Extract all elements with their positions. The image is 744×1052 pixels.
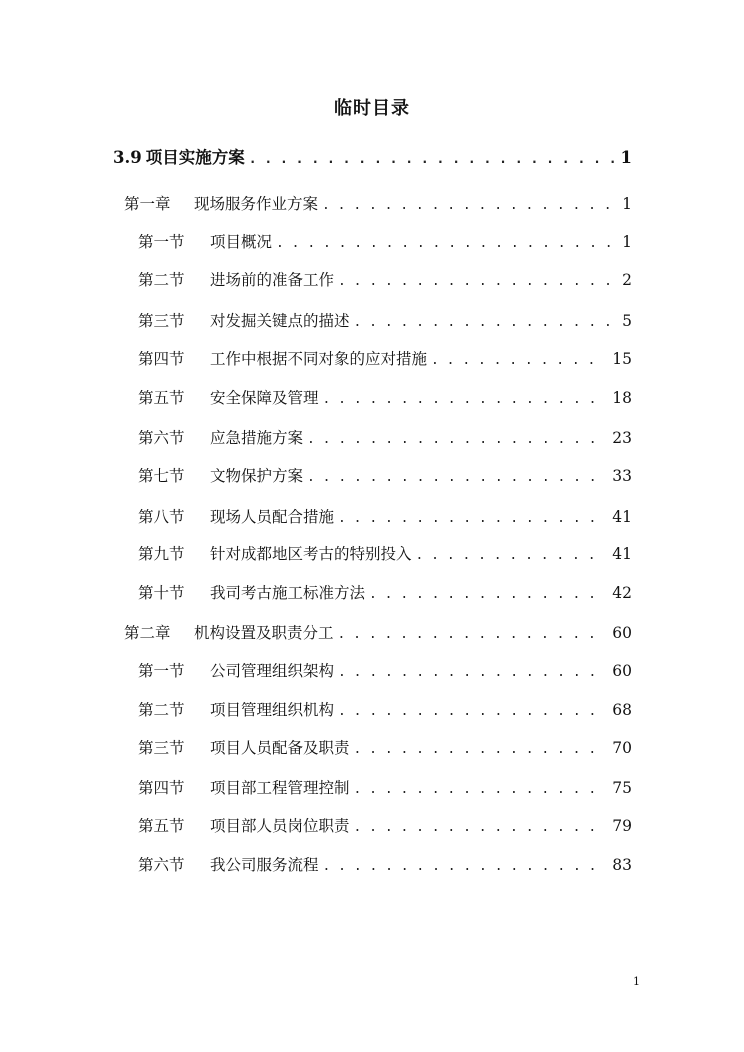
toc-entry[interactable] bbox=[138, 268, 632, 292]
toc-entry-number: 第九节 bbox=[138, 545, 185, 563]
dot-leader bbox=[354, 778, 607, 802]
toc-entry-page: 1 bbox=[622, 195, 632, 213]
toc-entry[interactable] bbox=[124, 192, 632, 216]
dot-leader bbox=[338, 623, 607, 647]
dot-leader bbox=[338, 507, 606, 531]
toc-entry-page: 42 bbox=[612, 584, 632, 602]
toc-entry-number: 第一章 bbox=[124, 195, 171, 213]
toc-entry-label: 现场人员配合措施 bbox=[210, 508, 335, 526]
toc-entry-page: 70 bbox=[612, 739, 632, 757]
dot-leader bbox=[369, 583, 606, 607]
dot-leader bbox=[354, 738, 607, 762]
toc-entry-label: 项目概况 bbox=[210, 233, 273, 251]
footer-page-number: 1 bbox=[633, 975, 640, 988]
toc-entry[interactable] bbox=[138, 309, 632, 333]
toc-entry-number: 第二节 bbox=[138, 271, 185, 289]
toc-entry-number: 第五节 bbox=[138, 389, 185, 407]
toc-entry[interactable] bbox=[138, 347, 632, 371]
toc-entry-number: 3.9 bbox=[113, 148, 142, 167]
toc-entry[interactable] bbox=[138, 230, 632, 254]
toc-entry[interactable] bbox=[138, 853, 632, 877]
toc-entry-label: 机构设置及职责分工 bbox=[194, 624, 334, 642]
toc-entry[interactable] bbox=[138, 542, 632, 566]
toc-entry[interactable] bbox=[138, 814, 632, 838]
dot-leader bbox=[307, 428, 606, 452]
toc-entry-page: 60 bbox=[612, 624, 632, 642]
dot-leader bbox=[338, 270, 616, 294]
dot-leader bbox=[276, 232, 616, 256]
dot-leader bbox=[323, 388, 607, 412]
dot-leader bbox=[307, 466, 606, 490]
toc-entry-page: 68 bbox=[612, 701, 632, 719]
toc-entry[interactable] bbox=[138, 386, 632, 410]
dot-leader bbox=[354, 816, 607, 840]
dot-leader bbox=[338, 700, 606, 724]
toc-entry[interactable] bbox=[138, 505, 632, 529]
toc-entry-number: 第二章 bbox=[124, 624, 171, 642]
toc-entry-label: 安全保障及管理 bbox=[210, 389, 319, 407]
dot-leader bbox=[322, 194, 616, 218]
toc-entry-number: 第七节 bbox=[138, 467, 185, 485]
toc-entry-label: 我司考古施工标准方法 bbox=[210, 584, 366, 602]
dot-leader bbox=[416, 544, 607, 568]
toc-entry-number: 第八节 bbox=[138, 508, 185, 526]
toc-entry-number: 第五节 bbox=[138, 817, 185, 835]
toc-entry-label: 项目部人员岗位职责 bbox=[210, 817, 350, 835]
toc-entry[interactable] bbox=[138, 698, 632, 722]
toc-entry-label: 进场前的准备工作 bbox=[210, 271, 335, 289]
toc-entry[interactable] bbox=[124, 621, 632, 645]
toc-entry-page: 1 bbox=[622, 233, 632, 251]
toc-entry-number: 第一节 bbox=[138, 233, 185, 251]
toc-entry[interactable] bbox=[138, 736, 632, 760]
toc-entry-number: 第四节 bbox=[138, 779, 185, 797]
toc-entry-label: 应急措施方案 bbox=[210, 429, 304, 447]
toc-entry-label: 我公司服务流程 bbox=[210, 856, 319, 874]
toc-entry[interactable] bbox=[138, 776, 632, 800]
toc-entry-number: 第十节 bbox=[138, 584, 185, 602]
toc-entry-page: 79 bbox=[612, 817, 632, 835]
toc-entry-label: 项目部工程管理控制 bbox=[210, 779, 350, 797]
toc-entry-label: 公司管理组织架构 bbox=[210, 662, 335, 680]
toc-entry-page: 60 bbox=[612, 662, 632, 680]
toc-entry-page: 83 bbox=[612, 856, 632, 874]
toc-entry-page: 1 bbox=[620, 148, 632, 167]
toc-entry-number: 第三节 bbox=[138, 312, 185, 330]
toc-entry[interactable] bbox=[138, 659, 632, 683]
dot-leader bbox=[431, 349, 606, 373]
toc-entry-number: 第六节 bbox=[138, 429, 185, 447]
toc-entry-page: 18 bbox=[612, 389, 632, 407]
toc-entry-label: 工作中根据不同对象的应对措施 bbox=[210, 350, 428, 368]
toc-entry-page: 33 bbox=[612, 467, 632, 485]
toc-entry-number: 第四节 bbox=[138, 350, 185, 368]
toc-entry-number: 第一节 bbox=[138, 662, 185, 680]
toc-entry-label: 针对成都地区考古的特别投入 bbox=[210, 545, 412, 563]
toc-entry-label: 项目实施方案 bbox=[145, 148, 245, 167]
toc-entry-label: 文物保护方案 bbox=[210, 467, 304, 485]
toc-entry-page: 75 bbox=[612, 779, 632, 797]
toc-entry[interactable] bbox=[138, 426, 632, 450]
toc-entry[interactable] bbox=[113, 146, 632, 170]
toc-entry-label: 项目管理组织机构 bbox=[210, 701, 335, 719]
toc-entry-page: 41 bbox=[612, 508, 632, 526]
dot-leader bbox=[323, 855, 607, 879]
toc-entry-label: 项目人员配备及职责 bbox=[210, 739, 350, 757]
toc-entry-label: 现场服务作业方案 bbox=[194, 195, 319, 213]
toc-entry-label: 对发掘关键点的描述 bbox=[210, 312, 350, 330]
toc-entry-number: 第三节 bbox=[138, 739, 185, 757]
toc-entry-number: 第二节 bbox=[138, 701, 185, 719]
toc-entry-page: 41 bbox=[612, 545, 632, 563]
toc-entry-number: 第六节 bbox=[138, 856, 185, 874]
dot-leader bbox=[354, 311, 617, 335]
toc-entry-page: 23 bbox=[612, 429, 632, 447]
toc-title: 临时目录 bbox=[334, 98, 410, 119]
dot-leader bbox=[249, 148, 615, 172]
toc-entry-page: 15 bbox=[612, 350, 632, 368]
toc-entry-page: 5 bbox=[622, 312, 632, 330]
toc-entry[interactable] bbox=[138, 464, 632, 488]
toc-entry-page: 2 bbox=[622, 271, 632, 289]
dot-leader bbox=[338, 661, 606, 685]
toc-entry[interactable] bbox=[138, 581, 632, 605]
